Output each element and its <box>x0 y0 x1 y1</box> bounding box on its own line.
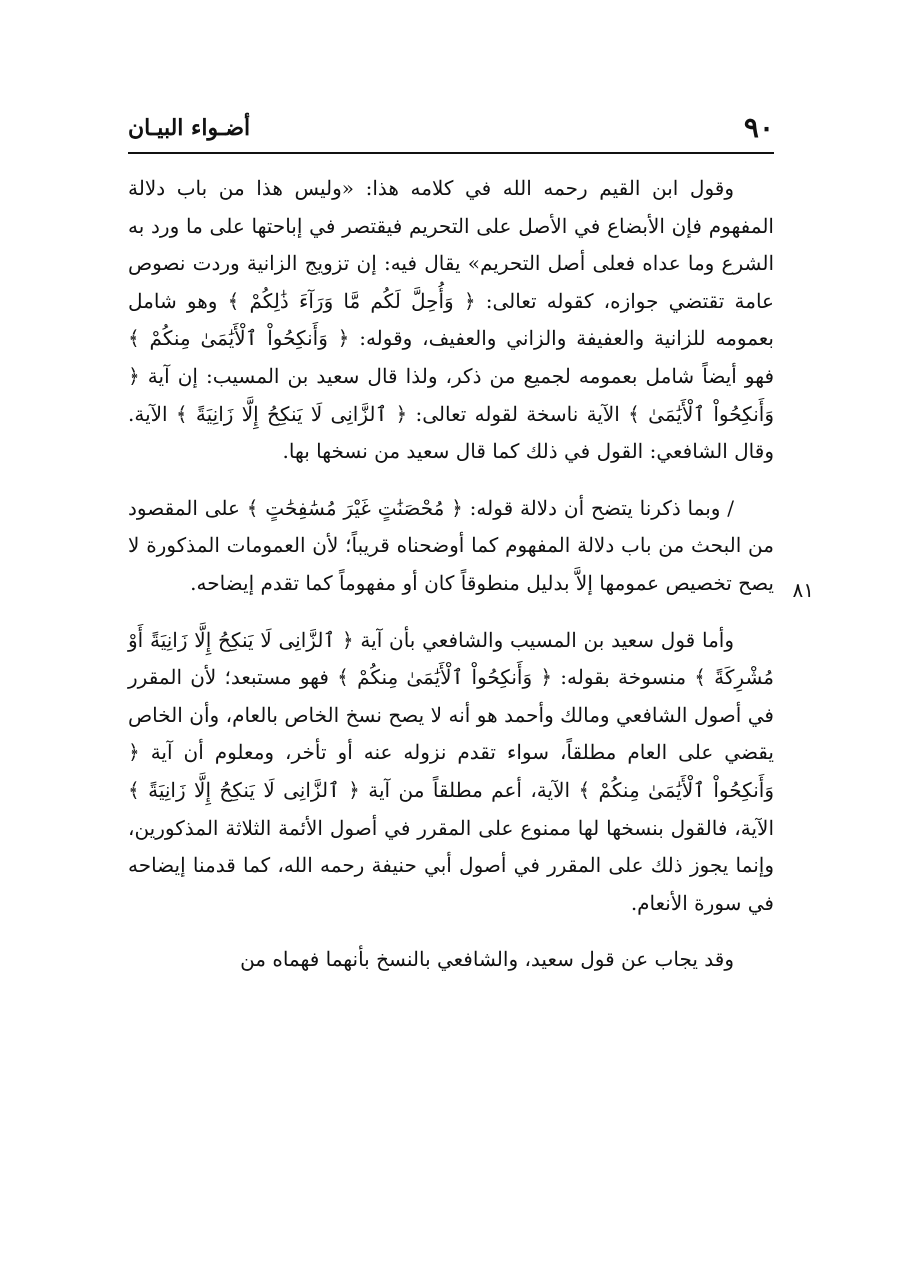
body-text <box>128 170 774 998</box>
paragraph-3: وأما قول سعيد بن المسيب والشافعي بأن آية ﴿ ٱلزَّانِى لَا يَنكِحُ إِلَّا زَانِيَةً أَوْ مُشْرِكَةً ﴾ منسوخة بقوله: ﴿ وَأَنكِحُواْ ٱلْأَيَٰمَىٰ مِنكُمْ ﴾ فهو مستبعد؛ لأن المقرر في أصول الشافعي ومالك وأحمد هو أنه لا يصح نسخ الخاص بالعام، وأن الخاص يقضي على العام مطلقاً، سواء تقدم نزوله عنه أو تأخر، ومعلوم أن آية ﴿ وَأَنكِحُواْ ٱلْأَيَٰمَىٰ مِنكُمْ ﴾ الآية، أعم مطلقاً من آية ﴿ ٱلزَّانِى لَا يَنكِحُ إِلَّا زَانِيَةً ﴾ الآية، فالقول بنسخها لها ممنوع على المقرر في أصول الأئمة الثلاثة المذكورين، وإنما يجوز ذلك على المقرر في أصول أبي حنيفة رحمه الله، كما قدمنا إيضاحه في سورة الأنعام. <box>128 627 774 915</box>
paragraph-1: وقول ابن القيم رحمه الله في كلامه هذا: «وليس هذا من باب دلالة المفهوم فإن الأبضاع في الأصل على التحريم فيقتصر في إباحتها على ما ورد به الشرع وما عداه فعلى أصل التحريم» يقال فيه: إن تزويج الزانية وردت نصوص عامة تقتضي جوازه، كقوله تعالى: ﴿ وَأُحِلَّ لَكُم مَّا وَرَآءَ ذَٰلِكُمْ ﴾ وهو شامل بعمومه للزانية والعفيفة والزاني والعفيف، وقوله: ﴿ وَأَنكِحُواْ ٱلْأَيَٰمَىٰ مِنكُمْ ﴾ فهو أيضاً شامل بعمومه لجميع من ذكر، ولذا قال سعيد بن المسيب: إن آية ﴿ وَأَنكِحُواْ ٱلْأَيَٰمَىٰ ﴾ الآية ناسخة لقوله تعالى: ﴿ ٱلزَّانِى لَا يَنكِحُ إِلَّا زَانِيَةً ﴾ الآية. وقال الشافعي: القول في ذلك كما قال سعيد من نسخها بها. <box>128 176 774 464</box>
paragraph-2: / وبما ذكرنا يتضح أن دلالة قوله: ﴿ مُحْصَنَٰتٍ غَيْرَ مُسَٰفِحَٰتٍ ﴾ على المقصود من البحث من باب دلالة المفهوم كما أوضحناه قريباً؛ لأن العمومات المذكورة لا يصح تخصيص عمومها إلاَّ بدليل منطوقاً كان أو مفهوماً كما تقدم إيضاحه. <box>128 495 774 595</box>
page-header <box>128 110 774 150</box>
paragraph-4: وقد يجاب عن قول سعيد، والشافعي بالنسخ بأنهما فهماه من <box>240 947 734 972</box>
header-rule <box>128 152 774 154</box>
running-title: أضـواء البيـان <box>128 115 251 141</box>
page-number: ٩٠ <box>743 111 774 144</box>
margin-page-reference: ٨١ <box>792 578 814 602</box>
